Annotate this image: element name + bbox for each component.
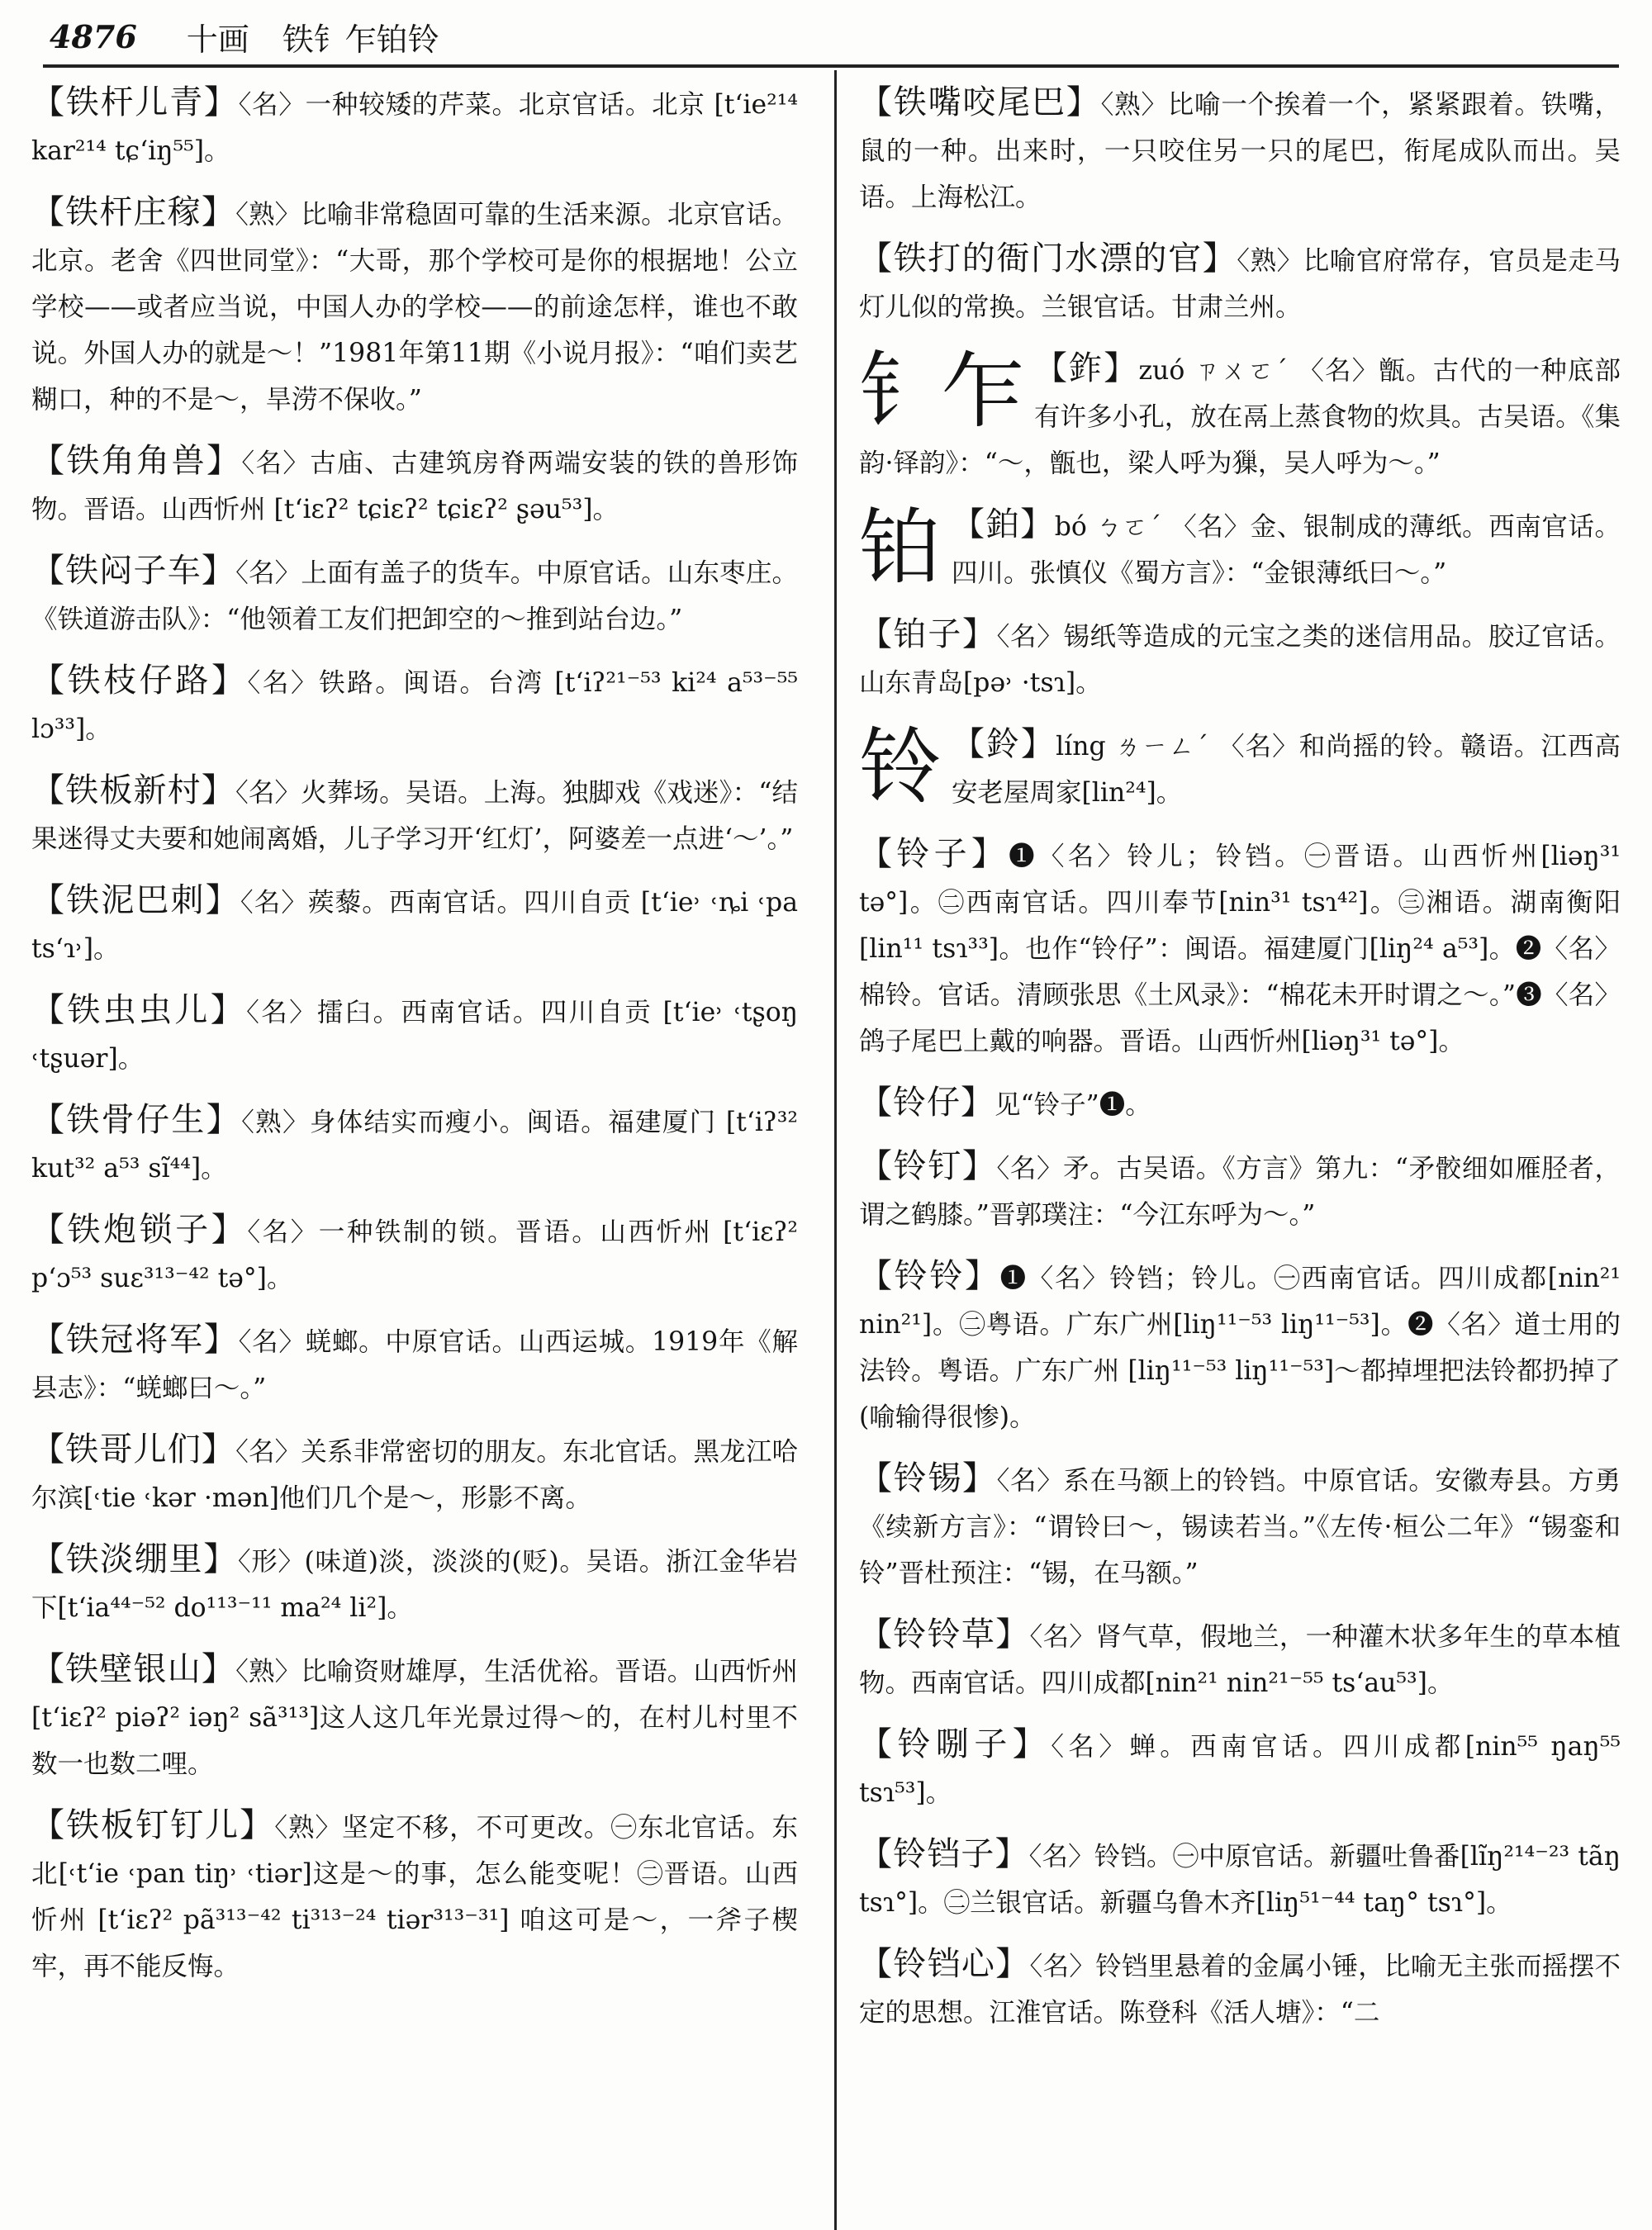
entry-definition: 〈熟〉比喻非常稳固可靠的生活来源。北京官话。北京。老舍《四世同堂》：“大哥，那个学校可是你的根据地！公立学校——或者应当说，中国人办的学校——的前途怎样，谁也不敢说。外国人办的就是～！”1981年第11期《小说月报》：“咱们卖艺糊口，种的不是～，旱涝不保收。” <box>31 200 798 415</box>
entry-headword: 【铁杆庄稼】 <box>31 193 236 231</box>
entry-character: 钅乍 <box>859 343 1024 439</box>
entry-character: 铂 <box>859 499 942 595</box>
dictionary-entry <box>859 501 1621 596</box>
entry-definition: 〈名〉一种铁制的锁。晋语。山西忻州 [t‘iɛʔ² p‘ɔ⁵³ suɛ³¹³⁻⁴² tə°]。 <box>31 1217 798 1293</box>
entry-headword: 【铂子】 <box>859 615 997 653</box>
entry-headword: 【铁闷子车】 <box>31 552 236 590</box>
left-column <box>31 79 798 2227</box>
entry-definition: 〈名〉蒺藜。西南官话。四川自贡 [t‘ie˒ ˓ȵi ˓pa ts‘ɿ˒]。 <box>31 888 798 964</box>
entry-definition: líng ㄌㄧㄥˊ 〈名〉和尚摇的铃。赣语。江西高安老屋周家[lin²⁴]。 <box>952 732 1621 808</box>
entry-definition: bó ㄅㄛˊ 〈名〉金、银制成的薄纸。西南官话。四川。张慎仪《蜀方言》：“金银薄纸曰～。” <box>952 512 1621 588</box>
dictionary-entry <box>859 79 1621 221</box>
entry-definition: 〈熟〉比喻资财雄厚，生活优裕。晋语。山西忻州 [t‘iɛʔ² piəʔ² iəŋ² sã³¹³]这人这几年光景过得～的，在村儿村里不数一也数二哩。 <box>31 1657 798 1779</box>
entry-headword: 【铁哥儿们】 <box>31 1431 236 1468</box>
entry-definition: 〈名〉铁路。闽语。台湾 [t‘iʔ²¹⁻⁵³ ki²⁴ a⁵³⁻⁵⁵ lɔ³³]。 <box>31 668 798 744</box>
dictionary-entry <box>859 1721 1621 1816</box>
entry-definition: 〈名〉火葬场。吴语。上海。独脚戏《戏迷》：“结果迷得丈夫要和她闹离婚，儿子学习开‘红灯’，阿婆差一点进‘～’。” <box>31 778 798 854</box>
column-divider <box>834 70 837 2230</box>
entry-headword: 【铃钉】 <box>859 1147 997 1185</box>
dictionary-entry <box>859 1143 1621 1238</box>
entry-definition: 〈名〉矛。古吴语。《方言》第九：“矛骹细如雁胫者，谓之鹤膝。”晋郭璞注：“今江东呼为～。” <box>859 1154 1621 1230</box>
entry-definition: 〈名〉蜣螂。中原官话。山西运城。1919年《解县志》：“蜣螂曰～。” <box>31 1327 798 1403</box>
entry-definition: 〈名〉系在马额上的铃铛。中原官话。安徽寿县。方勇《续新方言》：“谓铃曰～，锡读若当。”《左传·桓公二年》“锡銮和铃”晋杜预注：“锡，在马额。” <box>859 1466 1621 1588</box>
entry-definition: 〈名〉关系非常密切的朋友。东北官话。黑龙江哈尔滨[˓tie ˓kər ·mən]他们几个是～，形影不离。 <box>31 1437 798 1513</box>
entry-definition: 〈名〉上面有盖子的货车。中原官话。山东枣庄。《铁道游击队》：“他领着工友们把卸空的～推到站台边。” <box>31 558 798 634</box>
dictionary-entry <box>31 1426 798 1521</box>
entry-definition: 〈名〉擂臼。西南官话。四川自贡 [t‘ie˒ ˓tʂoŋ ˓tʂuər]。 <box>31 998 798 1074</box>
entry-headword: 【铃锡】 <box>859 1459 997 1497</box>
entry-headword: 【铁板钉钉儿】 <box>31 1806 275 1844</box>
dictionary-entry <box>859 1079 1621 1128</box>
dictionary-entry <box>31 1536 798 1631</box>
entry-headword: 【铁炮锁子】 <box>31 1211 248 1249</box>
entry-headword: 【铁淡绷里】 <box>31 1540 238 1578</box>
entry-definition: ❶〈名〉铃儿；铃铛。㊀晋语。山西忻州[liəŋ³¹ tə°]。㊁西南官话。四川奉节[nin³¹ tsɿ⁴²]。㊂湘语。湖南衡阳[lin¹¹ tsɿ³³]。也作“铃仔”：闽语。福建厦门[liŋ²⁴ a⁵³]。❷〈名〉棉铃。官话。清顾张思《土风录》：“棉花未开时谓之～。”❸〈名〉鸽子尾巴上戴的响器。晋语。山西忻州[liəŋ³¹ tə°]。 <box>859 842 1621 1056</box>
entry-headword: 【铃铛子】 <box>859 1835 1029 1873</box>
entry-headword: 【铁角角兽】 <box>31 442 242 480</box>
entry-headword: 【铃子】 <box>859 835 1009 873</box>
entry-definition: 〈熟〉身体结实而瘦小。闽语。福建厦门 [t‘iʔ³² kut³² a⁵³ sĩ⁴⁴]。 <box>31 1108 798 1184</box>
dictionary-entry <box>31 1646 798 1787</box>
dictionary-entry <box>859 831 1621 1065</box>
dictionary-entry <box>859 235 1621 330</box>
dictionary-entry <box>31 1802 798 1990</box>
right-column <box>859 79 1621 2227</box>
entry-headword: 【鉑】 <box>952 505 1055 543</box>
entry-headword: 【鈼】 <box>1034 349 1139 387</box>
entry-headword: 【铁骨仔生】 <box>31 1101 242 1139</box>
dictionary-entry <box>859 1455 1621 1597</box>
dictionary-entry <box>31 877 798 972</box>
dictionary-entry <box>859 721 1621 816</box>
header-rule <box>43 64 1619 68</box>
dictionary-entry <box>859 611 1621 706</box>
entry-headword: 【鈴】 <box>952 725 1056 763</box>
dictionary-entry <box>31 1207 798 1302</box>
entry-definition: 〈名〉一种较矮的芹菜。北京官话。北京 [t‘ie²¹⁴ kar²¹⁴ tɕ‘iŋ⁵⁵]。 <box>31 90 798 166</box>
dictionary-entry <box>31 1317 798 1412</box>
entry-definition: 〈熟〉坚定不移，不可更改。㊀东北官话。东北[˓t‘ie ˓pan tiŋ˒ ˓tiər]这是～的事，怎么能变呢！㊁晋语。山西忻州 [t‘iɛʔ² pã³¹³⁻⁴² ti³¹³⁻²⁴ tiər³¹³⁻³¹] 咱这可是～，一斧子楔牢，再不能反悔。 <box>31 1813 798 1981</box>
entry-headword: 【铃铃草】 <box>859 1616 1030 1654</box>
entry-headword: 【铁杆儿青】 <box>31 83 239 121</box>
dictionary-entry <box>31 1097 798 1192</box>
entry-definition: ❶〈名〉铃铛；铃儿。㊀西南官话。四川成都[nin²¹ nin²¹]。㊁粤语。广东广州[liŋ¹¹⁻⁵³ liŋ¹¹⁻⁵³]。❷〈名〉道士用的法铃。粤语。广东广州 [liŋ¹¹⁻⁵³ liŋ¹¹⁻⁵³]～都掉埋把法铃都扔掉了(喻输得很惨)。 <box>859 1264 1621 1432</box>
dictionary-entry <box>859 1941 1621 2036</box>
entry-definition: zuó ㄗㄨㄛˊ 〈名〉甑。古代的一种底部有许多小孔，放在鬲上蒸食物的炊具。古吴语。《集韵·铎韵》：“～，甑也，梁人呼为㺐，吴人呼为～。” <box>859 356 1621 478</box>
entry-definition: 〈名〉肾气草，假地兰，一种灌木状多年生的草本植物。西南官话。四川成都[nin²¹ nin²¹⁻⁵⁵ ts‘au⁵³]。 <box>859 1622 1621 1698</box>
entry-definition: 〈名〉铃铛。㊀中原官话。新疆吐鲁番[lĩŋ²¹⁴⁻²³ tãŋ tsɿ°]。㊁兰银官话。新疆乌鲁木齐[liŋ⁵¹⁻⁴⁴ taŋ° tsɿ°]。 <box>859 1842 1621 1918</box>
entry-definition: 〈名〉古庙、古建筑房脊两端安装的铁的兽形饰物。晋语。山西忻州 [t‘iɛʔ² tɕiɛʔ² tɕiɛʔ² ʂəu⁵³]。 <box>31 448 798 524</box>
section-label: 十画 <box>186 21 249 58</box>
dictionary-entry <box>31 548 798 643</box>
entry-definition: 〈名〉铃铛里悬着的金属小锤，比喻无主张而摇摆不定的思想。江淮官话。陈登科《活人塘》：“二 <box>859 1952 1621 2028</box>
dictionary-entry <box>31 767 798 862</box>
entry-headword: 【铃铛心】 <box>859 1945 1030 1983</box>
entry-headword: 【铁枝仔路】 <box>31 662 248 700</box>
entry-headword: 【铃铃】 <box>859 1257 1000 1295</box>
entry-definition: 〈熟〉比喻官府常存，官员是走马灯儿似的常换。兰银官话。甘肃兰州。 <box>859 246 1621 322</box>
entry-headword: 【铁打的衙门水漂的官】 <box>859 240 1237 278</box>
dictionary-entry <box>31 189 798 423</box>
entry-definition: 见“铃子”❶。 <box>995 1090 1151 1120</box>
dictionary-entry <box>31 657 798 752</box>
entry-headword: 【铁虫虫儿】 <box>31 991 247 1029</box>
dictionary-entry <box>859 1611 1621 1706</box>
dictionary-entry <box>859 1831 1621 1926</box>
entry-headword: 【铃哵子】 <box>859 1725 1051 1763</box>
dictionary-entry <box>859 345 1621 486</box>
header-characters: 铁钅乍铂铃 <box>282 21 439 58</box>
entry-headword: 【铁嘴咬尾巴】 <box>859 83 1101 121</box>
page-number: 4876 <box>50 17 137 55</box>
entry-definition: 〈名〉锡纸等造成的元宝之类的迷信用品。胶辽官话。山东青岛[pə˒ ·tsɿ]。 <box>859 622 1621 698</box>
dictionary-entry <box>31 79 798 174</box>
dictionary-entry <box>859 1253 1621 1440</box>
entry-headword: 【铁板新村】 <box>31 771 235 809</box>
entry-definition: 〈形〉(味道)淡，淡淡的(贬)。吴语。浙江金华岩下[t‘ia⁴⁴⁻⁵² do¹¹³⁻¹¹ ma²⁴ li²]。 <box>31 1547 798 1623</box>
entry-definition: 〈名〉蝉。西南官话。四川成都[nin⁵⁵ ŋaŋ⁵⁵ tsɿ⁵³]。 <box>859 1732 1621 1808</box>
page-header <box>50 7 1607 66</box>
dictionary-entry <box>31 987 798 1082</box>
dictionary-entry <box>31 438 798 533</box>
entry-headword: 【铁壁银山】 <box>31 1650 236 1688</box>
entry-headword: 【铃仔】 <box>859 1084 995 1122</box>
entry-headword: 【铁泥巴刺】 <box>31 881 240 919</box>
entry-headword: 【铁冠将军】 <box>31 1321 239 1359</box>
entry-character: 铃 <box>859 719 942 815</box>
entry-definition: 〈熟〉比喻一个挨着一个，紧紧跟着。铁嘴，鼠的一种。出来时，一只咬住另一只的尾巴，衔尾成队而出。吴语。上海松江。 <box>859 90 1621 212</box>
